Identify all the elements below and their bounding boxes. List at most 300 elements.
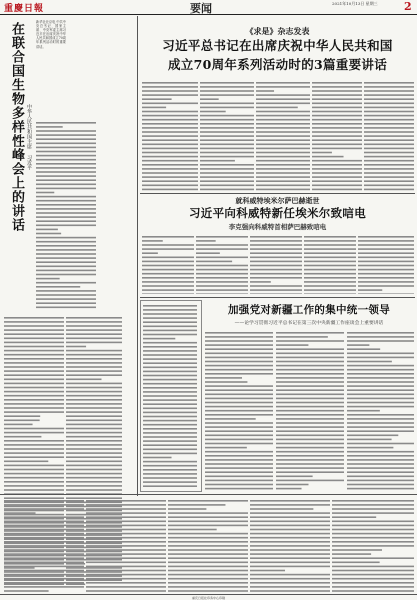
text-line bbox=[205, 459, 273, 461]
text-line bbox=[347, 369, 414, 371]
text-line bbox=[358, 244, 414, 246]
text-line bbox=[256, 189, 310, 191]
text-line bbox=[250, 244, 302, 246]
text-lines bbox=[364, 80, 414, 192]
text-line bbox=[4, 512, 36, 514]
text-line bbox=[364, 86, 414, 88]
text-line bbox=[168, 590, 248, 592]
text-line bbox=[86, 500, 166, 502]
text-line bbox=[250, 500, 330, 502]
bottom-col-2 bbox=[86, 498, 166, 592]
text-line bbox=[200, 139, 254, 141]
text-lines bbox=[168, 498, 248, 592]
text-line bbox=[276, 418, 344, 420]
text-line bbox=[142, 107, 166, 109]
text-line bbox=[358, 265, 414, 267]
text-line bbox=[205, 406, 273, 408]
text-line bbox=[196, 285, 248, 287]
text-line bbox=[347, 410, 380, 412]
text-line bbox=[168, 574, 248, 576]
text-line bbox=[66, 411, 122, 413]
text-line bbox=[200, 164, 254, 166]
text-lines bbox=[142, 80, 198, 192]
text-line bbox=[4, 504, 84, 506]
text-line bbox=[364, 176, 414, 178]
body-text: 新华社北京电 中共中央总书记、国家主席、中央军委主席习近平在出席庆祝中华人民共和国成立70周年系列活动时的重要讲话。 bbox=[36, 20, 66, 49]
text-line bbox=[36, 175, 96, 177]
text-line bbox=[347, 377, 414, 379]
text-line bbox=[276, 389, 344, 391]
text-line bbox=[276, 447, 344, 449]
text-line bbox=[196, 265, 248, 267]
text-line bbox=[250, 533, 330, 535]
text-line bbox=[347, 439, 392, 441]
story2-col-1 bbox=[142, 234, 194, 294]
text-line bbox=[276, 344, 308, 346]
text-line bbox=[142, 180, 198, 182]
text-line bbox=[143, 408, 197, 410]
text-line bbox=[143, 358, 197, 360]
text-line bbox=[66, 395, 122, 397]
text-line bbox=[312, 152, 332, 154]
text-line bbox=[205, 435, 273, 437]
text-line bbox=[250, 578, 330, 580]
text-line bbox=[332, 541, 414, 543]
text-line bbox=[143, 346, 197, 348]
text-line bbox=[347, 418, 414, 420]
text-line bbox=[36, 298, 96, 300]
text-line bbox=[4, 461, 48, 463]
text-line bbox=[4, 537, 84, 539]
text-line bbox=[4, 428, 64, 430]
text-line bbox=[364, 160, 414, 162]
text-line bbox=[205, 463, 273, 465]
text-line bbox=[347, 480, 414, 482]
text-line bbox=[143, 444, 197, 446]
text-line bbox=[250, 508, 313, 510]
text-line bbox=[66, 366, 122, 368]
text-line bbox=[196, 293, 248, 294]
text-line bbox=[36, 274, 96, 276]
text-line bbox=[196, 248, 248, 250]
text-line bbox=[143, 387, 197, 389]
text-line bbox=[4, 440, 64, 442]
text-line bbox=[4, 399, 64, 401]
text-line bbox=[347, 389, 414, 391]
text-line bbox=[86, 570, 166, 572]
story1-col-4 bbox=[312, 80, 362, 192]
text-line bbox=[250, 525, 330, 527]
text-line bbox=[168, 533, 248, 535]
text-line bbox=[4, 525, 84, 527]
text-line bbox=[250, 289, 302, 291]
text-line bbox=[250, 570, 285, 572]
text-lines bbox=[276, 330, 344, 490]
story2-kicker: 就科威特埃米尔萨巴赫逝世 bbox=[235, 196, 320, 205]
text-line bbox=[364, 123, 414, 125]
text-line bbox=[205, 443, 273, 445]
text-line bbox=[276, 406, 344, 408]
text-line bbox=[276, 451, 344, 453]
text-line bbox=[205, 336, 273, 338]
text-line bbox=[250, 566, 330, 568]
text-line bbox=[4, 362, 64, 364]
text-line bbox=[66, 403, 122, 405]
text-line bbox=[276, 435, 344, 437]
text-line bbox=[256, 123, 310, 125]
text-line bbox=[4, 387, 64, 389]
text-line bbox=[66, 436, 122, 438]
text-line bbox=[332, 508, 414, 510]
story2-subhead: 李克强向科威特首相萨巴赫致唁电 bbox=[228, 223, 327, 231]
text-line bbox=[36, 241, 96, 243]
text-line bbox=[312, 103, 362, 105]
text-line bbox=[347, 340, 414, 342]
text-line bbox=[364, 131, 414, 133]
text-line bbox=[364, 103, 414, 105]
text-line bbox=[312, 172, 362, 174]
text-line bbox=[143, 473, 197, 475]
text-line bbox=[66, 338, 122, 340]
text-line bbox=[256, 98, 310, 100]
story3-headline: 加强党对新疆工作的集中统一领导 bbox=[228, 304, 390, 316]
text-line bbox=[276, 340, 344, 342]
text-line bbox=[250, 541, 330, 543]
text-line bbox=[142, 144, 198, 146]
text-line bbox=[364, 189, 414, 191]
text-line bbox=[304, 236, 356, 238]
text-line bbox=[347, 332, 414, 334]
text-line bbox=[256, 139, 310, 141]
text-line bbox=[66, 415, 122, 417]
text-line bbox=[66, 452, 122, 454]
text-lines bbox=[250, 234, 302, 294]
text-line bbox=[66, 346, 86, 348]
text-line bbox=[276, 476, 313, 478]
text-line bbox=[358, 252, 414, 254]
text-line bbox=[4, 333, 64, 335]
text-line bbox=[4, 590, 49, 592]
text-line bbox=[205, 353, 273, 355]
text-line bbox=[196, 252, 220, 254]
text-line bbox=[36, 167, 96, 169]
text-line bbox=[200, 144, 254, 146]
text-line bbox=[256, 172, 310, 174]
text-line bbox=[4, 582, 84, 584]
text-line bbox=[358, 261, 414, 263]
text-line bbox=[4, 432, 64, 434]
text-line bbox=[66, 329, 122, 331]
text-lines bbox=[4, 498, 84, 592]
text-line bbox=[142, 285, 194, 287]
text-line bbox=[196, 240, 216, 242]
text-line bbox=[347, 365, 414, 367]
text-line bbox=[276, 353, 344, 355]
text-line bbox=[66, 489, 122, 491]
text-line bbox=[312, 156, 344, 158]
text-line bbox=[36, 278, 60, 280]
text-line bbox=[347, 394, 414, 396]
text-line bbox=[200, 86, 254, 88]
text-line bbox=[143, 428, 197, 430]
text-line bbox=[86, 553, 166, 555]
text-line bbox=[143, 457, 172, 459]
text-line bbox=[358, 240, 414, 242]
text-line bbox=[276, 369, 344, 371]
story1-col-1 bbox=[142, 80, 198, 192]
text-line bbox=[347, 463, 414, 465]
text-line bbox=[312, 180, 362, 182]
text-line bbox=[276, 373, 344, 375]
text-line bbox=[36, 151, 96, 153]
text-line bbox=[200, 135, 254, 137]
text-line bbox=[66, 420, 122, 422]
text-lines bbox=[142, 234, 194, 294]
text-line bbox=[312, 139, 362, 141]
text-line bbox=[276, 402, 344, 404]
text-lines bbox=[312, 80, 362, 192]
text-line bbox=[143, 469, 197, 471]
text-line bbox=[256, 90, 274, 92]
sidebar-headline: 在联合国生物多样性峰会上的讲话 bbox=[9, 22, 24, 232]
text-line bbox=[143, 412, 197, 414]
text-line bbox=[256, 160, 310, 162]
text-line bbox=[4, 403, 64, 405]
bottom-col-5 bbox=[332, 498, 414, 592]
text-line bbox=[36, 155, 96, 157]
text-line bbox=[66, 387, 122, 389]
text-line bbox=[142, 244, 194, 246]
text-line bbox=[4, 465, 64, 467]
text-line bbox=[304, 244, 356, 246]
text-line bbox=[332, 516, 376, 518]
text-line bbox=[200, 189, 254, 191]
text-line bbox=[4, 448, 64, 450]
page-number: 2 bbox=[404, 0, 412, 13]
text-line bbox=[276, 443, 344, 445]
text-line bbox=[276, 455, 344, 457]
text-line bbox=[276, 332, 344, 334]
text-line bbox=[304, 293, 356, 294]
text-line bbox=[200, 160, 235, 162]
text-line bbox=[347, 443, 414, 445]
text-line bbox=[66, 448, 122, 450]
text-line bbox=[168, 566, 248, 568]
text-line bbox=[347, 385, 414, 387]
text-line bbox=[276, 484, 308, 486]
text-line bbox=[312, 107, 362, 109]
text-line bbox=[364, 164, 414, 166]
text-line bbox=[256, 164, 310, 166]
text-lines bbox=[36, 120, 96, 310]
text-line bbox=[4, 570, 84, 572]
story1-kicker: 《求是》杂志发表 bbox=[245, 26, 310, 36]
text-line bbox=[66, 391, 122, 393]
text-line bbox=[4, 533, 84, 535]
text-line bbox=[143, 399, 197, 401]
text-line bbox=[250, 590, 330, 592]
text-line bbox=[4, 566, 84, 568]
text-line bbox=[304, 277, 356, 279]
text-line bbox=[86, 586, 166, 588]
text-line bbox=[250, 557, 330, 559]
text-line bbox=[276, 471, 344, 473]
text-line bbox=[250, 252, 302, 254]
text-line bbox=[276, 439, 344, 441]
text-line bbox=[200, 176, 254, 178]
text-line bbox=[36, 266, 96, 268]
text-line bbox=[250, 582, 330, 584]
text-line bbox=[143, 354, 197, 356]
text-line bbox=[4, 424, 33, 426]
text-line bbox=[358, 293, 414, 294]
text-line bbox=[347, 353, 414, 355]
text-line bbox=[250, 574, 330, 576]
text-line bbox=[4, 553, 84, 555]
text-line bbox=[250, 293, 302, 294]
text-line bbox=[168, 578, 248, 580]
text-line bbox=[143, 371, 197, 373]
text-line bbox=[4, 383, 64, 385]
text-line bbox=[4, 549, 84, 551]
text-line bbox=[276, 361, 344, 363]
story2-col-3 bbox=[250, 234, 302, 294]
text-line bbox=[142, 261, 194, 263]
text-line bbox=[142, 176, 198, 178]
text-line bbox=[4, 562, 84, 564]
text-line bbox=[4, 342, 64, 344]
text-line bbox=[347, 406, 414, 408]
text-line bbox=[196, 281, 248, 283]
text-line bbox=[347, 344, 369, 346]
text-line bbox=[86, 525, 166, 527]
text-line bbox=[4, 469, 64, 471]
horizontal-divider bbox=[0, 494, 417, 495]
text-line bbox=[36, 179, 96, 181]
text-line bbox=[250, 273, 302, 275]
text-line bbox=[364, 115, 414, 117]
text-line bbox=[142, 269, 194, 271]
text-line bbox=[4, 379, 64, 381]
text-line bbox=[256, 176, 310, 178]
text-line bbox=[196, 273, 248, 275]
story1-col-2 bbox=[200, 80, 254, 192]
text-line bbox=[66, 485, 122, 487]
text-line bbox=[4, 317, 64, 319]
text-line bbox=[168, 500, 248, 502]
text-line bbox=[142, 172, 198, 174]
text-line bbox=[364, 152, 414, 154]
text-lines bbox=[358, 234, 414, 294]
text-line bbox=[36, 200, 96, 202]
text-line bbox=[205, 381, 247, 383]
text-line bbox=[332, 570, 414, 572]
text-line bbox=[358, 257, 414, 259]
text-line bbox=[168, 525, 248, 527]
text-line bbox=[276, 377, 344, 379]
text-line bbox=[143, 367, 197, 369]
text-line bbox=[205, 418, 256, 420]
text-line bbox=[200, 82, 254, 84]
text-line bbox=[36, 253, 96, 255]
text-line bbox=[332, 590, 414, 592]
text-line bbox=[332, 562, 380, 564]
text-line bbox=[276, 348, 344, 350]
text-line bbox=[304, 273, 356, 275]
text-line bbox=[312, 90, 362, 92]
text-line bbox=[142, 156, 198, 158]
text-line bbox=[143, 305, 197, 307]
story3-col-1 bbox=[205, 330, 273, 490]
text-line bbox=[4, 358, 64, 360]
text-line bbox=[205, 389, 273, 391]
text-line bbox=[205, 455, 273, 457]
text-line bbox=[304, 240, 356, 242]
text-line bbox=[332, 521, 414, 523]
text-line bbox=[4, 354, 64, 356]
text-line bbox=[66, 362, 122, 364]
text-line bbox=[36, 163, 96, 165]
text-line bbox=[205, 426, 273, 428]
text-line bbox=[200, 152, 254, 154]
text-line bbox=[347, 459, 414, 461]
text-line bbox=[142, 289, 194, 291]
text-line bbox=[256, 127, 310, 129]
text-line bbox=[347, 398, 414, 400]
text-line bbox=[4, 521, 84, 523]
text-line bbox=[36, 261, 96, 263]
text-line bbox=[142, 273, 194, 275]
text-line bbox=[36, 302, 96, 304]
text-line bbox=[332, 512, 414, 514]
text-line bbox=[332, 557, 414, 559]
text-line bbox=[332, 582, 414, 584]
text-line bbox=[312, 82, 362, 84]
text-line bbox=[4, 407, 64, 409]
footer: 重庆日报社印务中心印刷 bbox=[0, 594, 417, 600]
text-line bbox=[332, 574, 414, 576]
text-line bbox=[143, 465, 197, 467]
text-line bbox=[66, 432, 122, 434]
text-line bbox=[364, 148, 414, 150]
text-line bbox=[205, 484, 273, 486]
text-line bbox=[364, 139, 414, 141]
text-line bbox=[66, 358, 122, 360]
text-line bbox=[143, 350, 197, 352]
text-line bbox=[200, 185, 254, 187]
text-line bbox=[86, 562, 166, 564]
text-line bbox=[142, 168, 198, 170]
text-line bbox=[143, 342, 197, 344]
text-line bbox=[196, 236, 248, 238]
text-line bbox=[142, 236, 194, 238]
text-line bbox=[143, 481, 197, 483]
text-line bbox=[364, 107, 414, 109]
text-line bbox=[312, 131, 362, 133]
text-line bbox=[66, 321, 122, 323]
text-line bbox=[143, 309, 197, 311]
text-line bbox=[36, 229, 58, 231]
text-line bbox=[205, 357, 273, 359]
text-line bbox=[4, 391, 64, 393]
text-line bbox=[358, 248, 414, 250]
text-line bbox=[256, 111, 310, 113]
text-line bbox=[250, 285, 302, 287]
text-line bbox=[66, 407, 122, 409]
newspaper-logo: 重慶日報 bbox=[4, 4, 45, 14]
text-line bbox=[168, 545, 248, 547]
text-line bbox=[4, 436, 41, 438]
